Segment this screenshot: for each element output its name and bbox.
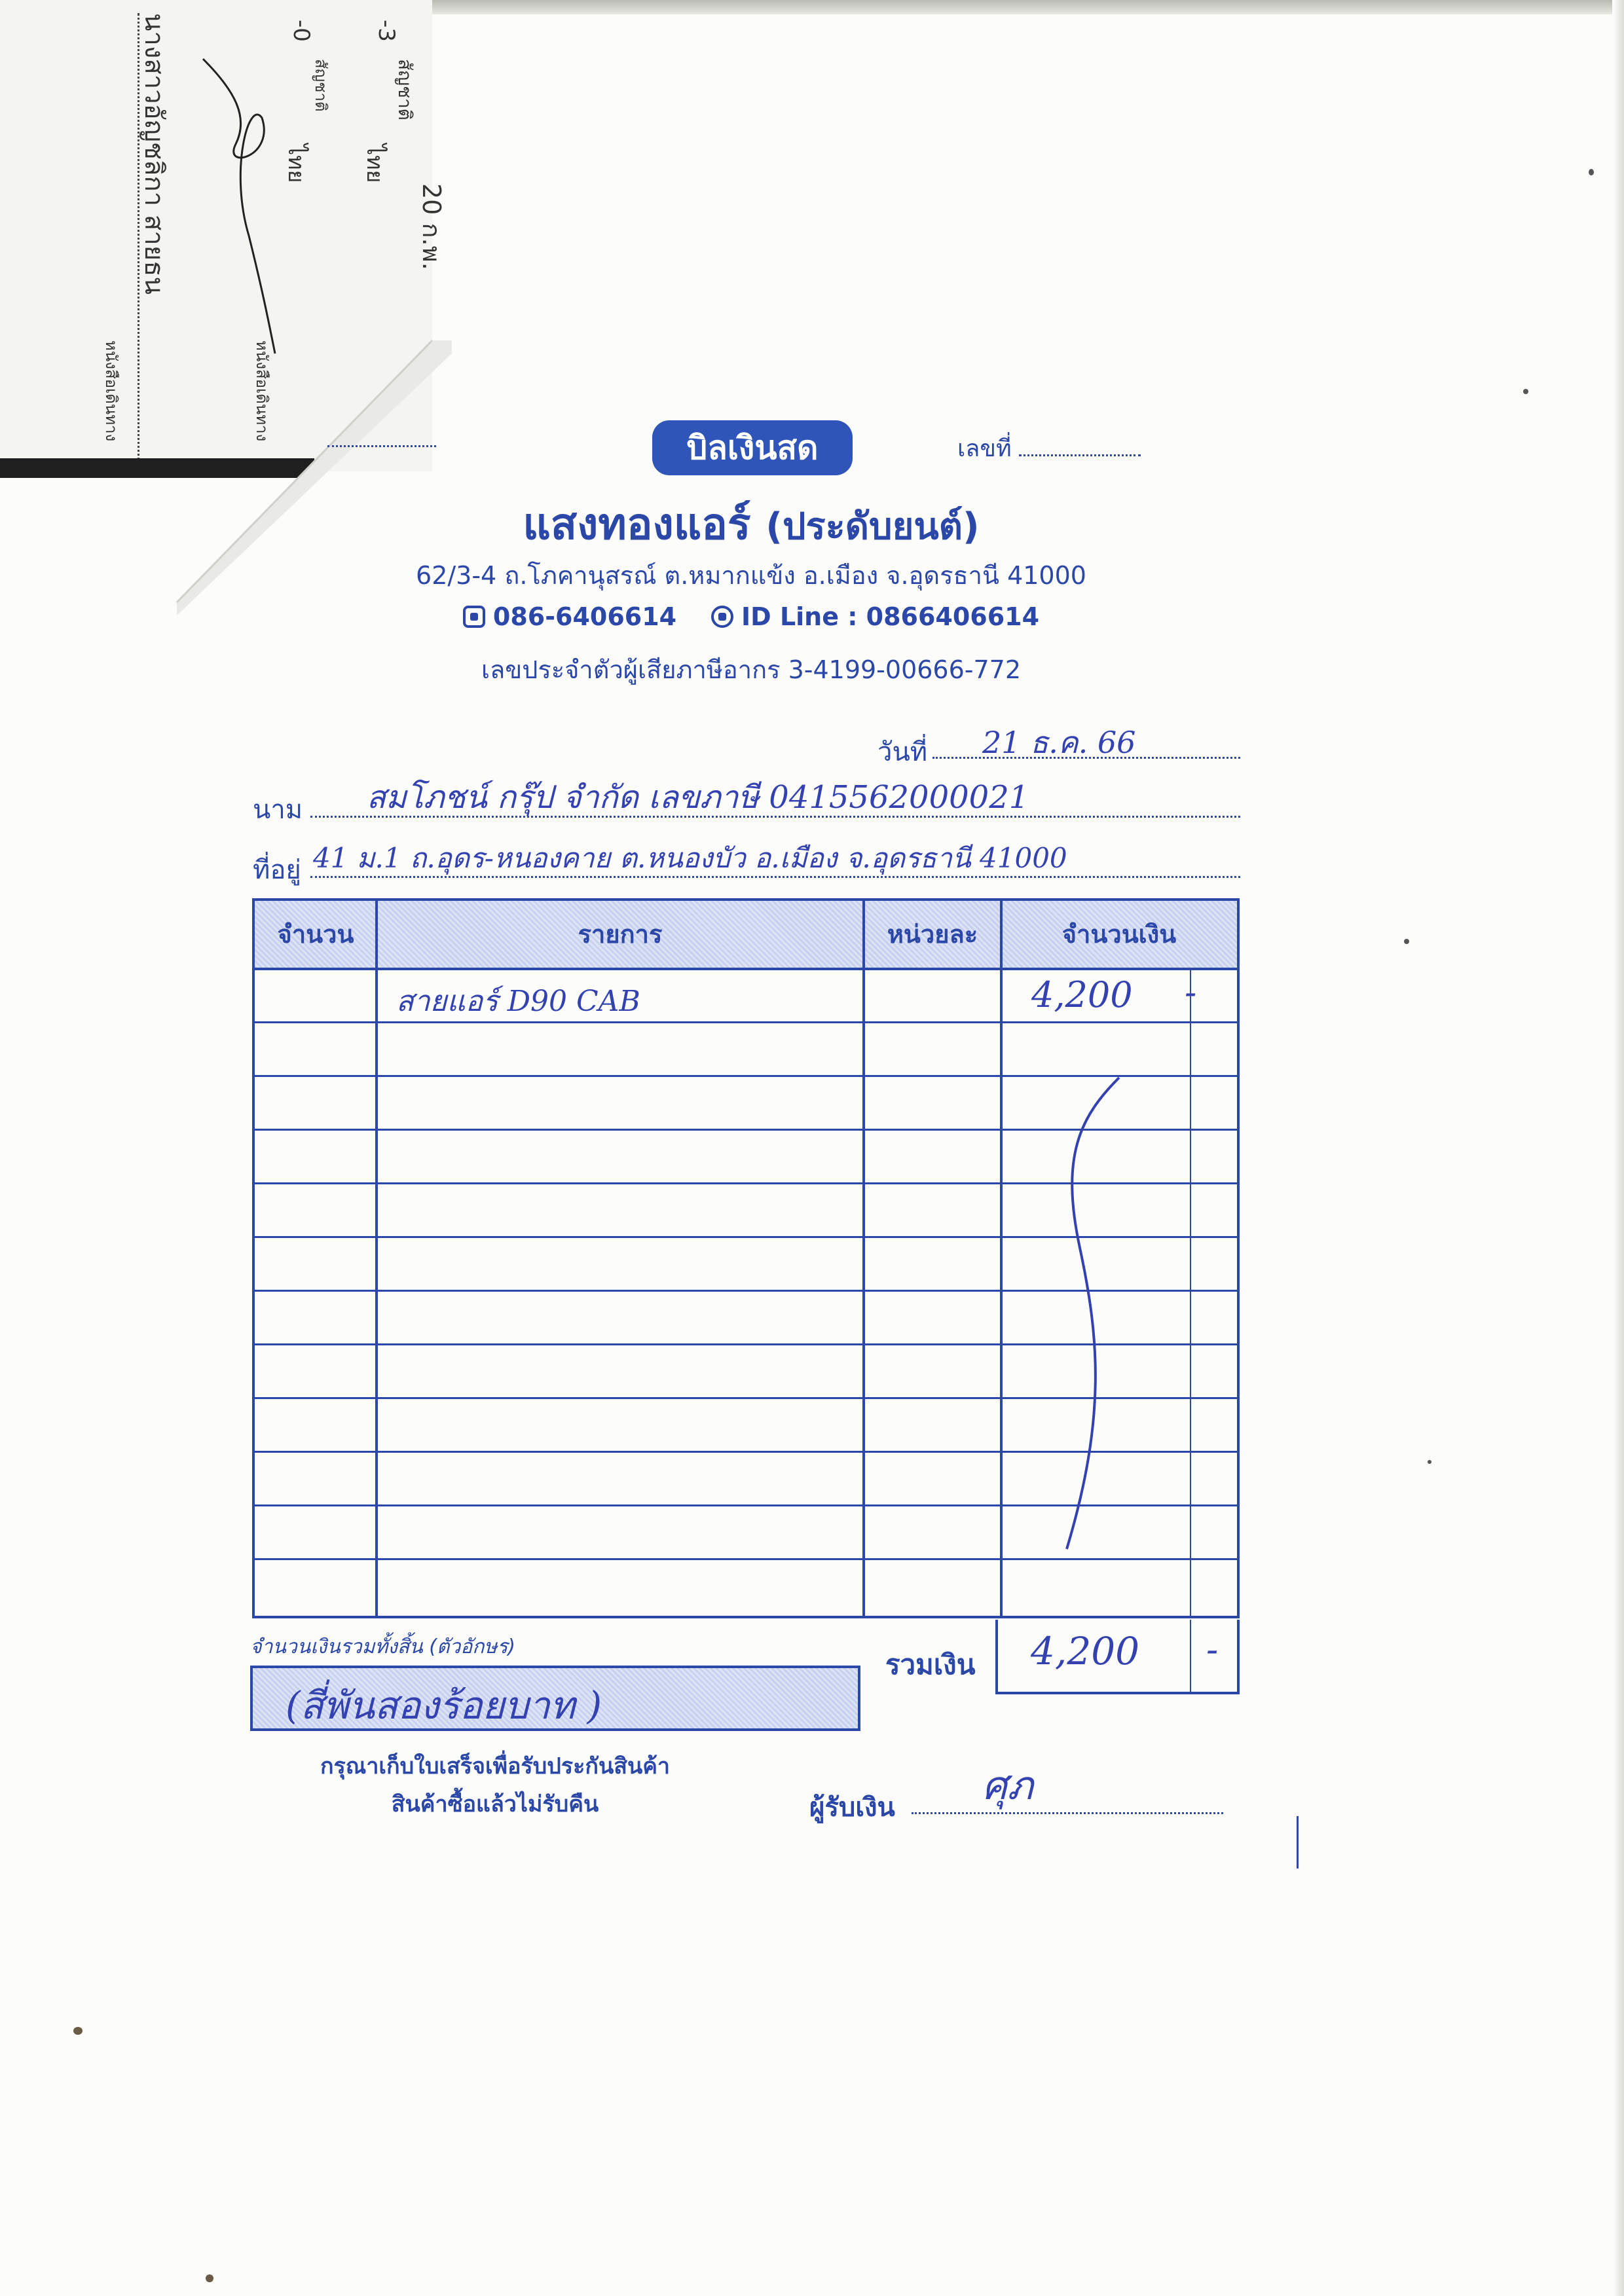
slip-line: สัญชาติ xyxy=(394,59,416,120)
row-divider xyxy=(255,1558,1237,1560)
no-return-note: สินค้าซื้อแล้วไม่รับคืน xyxy=(391,1791,599,1817)
total-label: รวมเงิน xyxy=(885,1649,976,1681)
amount-in-words-box xyxy=(250,1666,860,1731)
receiver-signature: ศุภ xyxy=(982,1763,1033,1809)
shop-name-main: แสงทองแอร์ xyxy=(523,499,751,549)
shop-line-id: ID Line : 0866406614 xyxy=(741,602,1040,631)
column-header-amount: จำนวนเงิน xyxy=(1061,920,1177,949)
amount-in-words-handwritten: (สี่พันสองร้อยบาท ) xyxy=(286,1683,602,1728)
total-box-divider xyxy=(1190,1620,1191,1692)
slip-line: สัญชาติ xyxy=(312,59,330,112)
slip-signature-image xyxy=(196,39,301,380)
slip-line: หนังสือเดินทาง xyxy=(253,340,271,442)
column-divider xyxy=(375,901,378,1618)
slip-line: นางสาวอัญชลิกา สายธน xyxy=(139,13,169,295)
total-dash: - xyxy=(1206,1629,1219,1670)
total-box xyxy=(995,1620,1240,1694)
receiver-signature-line xyxy=(912,1812,1223,1814)
scan-speck xyxy=(206,2274,213,2282)
blank-rows-strike-mark xyxy=(1054,1078,1132,1549)
amount-in-words-label: จำนวนเงินรวมทั้งสิ้น (ตัวอักษร) xyxy=(250,1635,516,1658)
phone-icon xyxy=(463,606,485,628)
table-row-amount: 4,200 xyxy=(1031,974,1133,1015)
customer-name-handwritten: สมโภชน์ กรุ๊ป จำกัด เลขภาษี 0415562000021 xyxy=(367,779,1029,816)
paper-right-edge xyxy=(1612,0,1624,2296)
slip-line: ไทย xyxy=(283,144,309,183)
column-header-item: รายการ xyxy=(578,920,663,949)
shop-name xyxy=(0,490,1502,558)
baht-satang-divider xyxy=(1190,970,1191,1618)
shop-tax-id: เลขประจำตัวผู้เสียภาษีอากร 3-4199-00666-772 xyxy=(481,655,1022,684)
bill-type-badge: บิลเงินสด xyxy=(652,420,853,475)
slip-line: -3 xyxy=(373,20,399,42)
slip-line: ไทย xyxy=(361,144,388,183)
shop-address: 62/3-4 ถ.โภคานุสรณ์ ต.หมากแข้ง อ.เมือง จ.อุดรธานี 41000 xyxy=(416,561,1086,590)
bill-number-label: เลขที่ xyxy=(957,435,1012,462)
customer-address-handwritten: 41 ม.1 ถ.อุดร-หนองคาย ต.หนองบัว อ.เมือง จ.อุดรธานี 41000 xyxy=(313,842,1067,874)
date-handwritten: 21 ธ.ค. 66 xyxy=(982,725,1136,760)
scan-speck xyxy=(1428,1460,1431,1464)
table-row-amount-dash: - xyxy=(1185,972,1197,1013)
slip-line: หนังสือเดินทาง xyxy=(102,340,120,442)
slip-dotted-line xyxy=(138,13,141,465)
slip-line: 20 ก.พ. xyxy=(417,183,446,270)
warranty-note: กรุณาเก็บใบเสร็จเพื่อรับประกันสินค้า xyxy=(320,1753,671,1779)
row-divider xyxy=(255,1075,1237,1077)
header-dotted-line xyxy=(327,445,436,447)
slip-line: -0 xyxy=(288,20,314,42)
bill-number-line xyxy=(1019,454,1141,456)
shop-name-suffix: (ประดับยนต์) xyxy=(766,505,980,548)
customer-address-label: ที่อยู่ xyxy=(253,855,301,885)
column-divider xyxy=(862,901,865,1618)
customer-name-label: นาม xyxy=(253,795,303,825)
shop-contact xyxy=(0,602,1502,631)
receiver-label: ผู้รับเงิน xyxy=(809,1793,895,1823)
total-handwritten: 4,200 xyxy=(1031,1629,1140,1673)
shop-phone: 086-6406614 xyxy=(492,602,677,631)
column-header-qty: จำนวน xyxy=(277,920,354,949)
date-label: วันที่ xyxy=(877,737,928,767)
items-table xyxy=(252,898,1240,1618)
scan-speck xyxy=(1523,389,1528,394)
table-row-item: สายแอร์ D90 CAB xyxy=(396,985,640,1018)
margin-pen-mark xyxy=(1297,1816,1299,1868)
column-divider xyxy=(1000,901,1003,1618)
scan-speck xyxy=(1589,169,1594,175)
scan-speck xyxy=(1404,939,1409,944)
column-header-unit-price: หน่วยละ xyxy=(887,920,978,949)
line-chat-icon xyxy=(711,606,733,628)
scan-speck xyxy=(73,2027,83,2035)
